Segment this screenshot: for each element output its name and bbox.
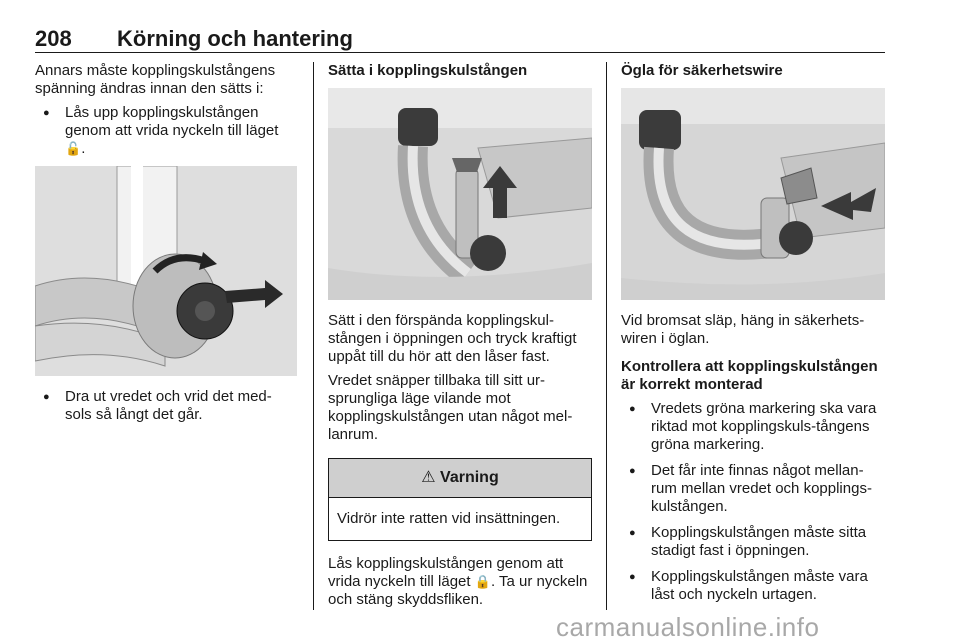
column-divider bbox=[313, 62, 314, 610]
section-heading: Ögla för säkerhetswire bbox=[621, 62, 783, 79]
body-text bbox=[328, 555, 592, 609]
warning-header bbox=[329, 459, 591, 498]
body-text: Vredet snäpper tillbaka till sitt ur-sprungliga läge vilande mot kopplingskulstången utan något mel-lanrum. bbox=[328, 372, 573, 443]
intro-text: Annars måste kopplingskulstångens spänning ändras innan den sätts i: bbox=[35, 62, 276, 97]
tow-bar-knob-illustration bbox=[35, 166, 297, 376]
column-divider bbox=[606, 62, 607, 610]
bullet-text: Lås upp kopplingskulstången genom att vrida nyckeln till läget bbox=[65, 104, 279, 139]
lock-icon: 🔒 bbox=[474, 574, 491, 589]
page-number: 208 bbox=[35, 26, 72, 51]
body-text-part: . Ta ur nyckeln och stäng skyddsfliken. bbox=[328, 573, 588, 608]
bullet-item bbox=[35, 388, 297, 424]
bullet-item: ● Vredets gröna markering ska vara riktad mot kopplingskuls-tångens gröna markering. bbox=[621, 400, 887, 454]
body-text: Sätt i den förspända kopplingskul-stången i öppningen och tryck kraftigt uppåt till du hör att den låser fast. bbox=[328, 312, 577, 365]
body-text: Vid bromsat släp, häng in säkerhets-wiren i öglan. bbox=[621, 312, 865, 347]
warning-title: Varning bbox=[440, 469, 499, 486]
column-middle bbox=[328, 62, 592, 615]
bullet-item: ● Det får inte finnas något mellan-rum mellan vredet och kopplings-kulstången. bbox=[621, 462, 887, 516]
unlock-icon: 🔓 bbox=[65, 141, 82, 156]
warning-icon: ⚠ bbox=[421, 469, 436, 486]
bullet-item: ● Kopplingskulstången måste sitta stadigt fast i öppningen. bbox=[621, 524, 887, 560]
bullet-item: ● Kopplingskulstången måste vara låst och nyckeln urtagen. bbox=[621, 568, 887, 604]
chapter-title: Körning och hantering bbox=[117, 26, 353, 51]
warning-text: Vidrör inte ratten vid insättningen. bbox=[337, 510, 561, 527]
page-header bbox=[35, 26, 885, 53]
inserting-tow-bar-illustration bbox=[328, 88, 592, 300]
safety-wire-eye-illustration bbox=[621, 88, 885, 300]
bullet-text: Dra ut vredet och vrid det med-sols så långt det går. bbox=[65, 388, 272, 423]
warning-box bbox=[328, 458, 592, 541]
column-left bbox=[35, 62, 297, 432]
body-text-part: Lås kopplingskulstången genom att vrida nyckeln till läget bbox=[328, 555, 564, 590]
section-heading: Sätta i kopplingskulstången bbox=[328, 62, 528, 79]
section-heading: Kontrollera att kopplingskulstången är korrekt monterad bbox=[621, 358, 878, 393]
bullet-end: . bbox=[81, 140, 86, 157]
bullet-item bbox=[35, 104, 297, 158]
watermark: carmanualsonline.info bbox=[556, 612, 820, 642]
column-right bbox=[621, 62, 887, 612]
